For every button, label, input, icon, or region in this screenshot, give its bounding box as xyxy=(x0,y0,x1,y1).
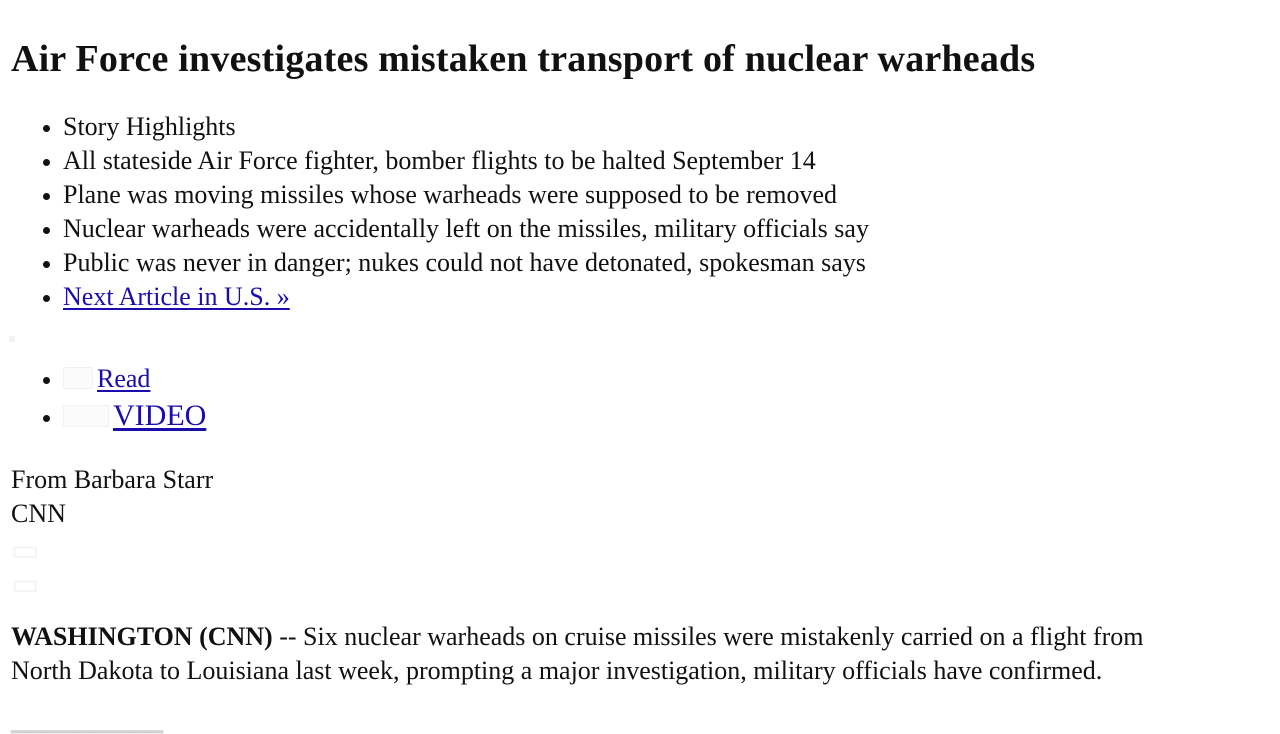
read-item xyxy=(63,362,206,396)
read-link[interactable]: Read xyxy=(97,364,151,393)
media-links-list xyxy=(0,362,206,436)
byline-source: CNN xyxy=(11,499,66,528)
byline-author: From Barbara Starr xyxy=(11,465,214,494)
article-lead-line-2: North Dakota to Louisiana last week, prompting a major investigation, military officials have confirmed. xyxy=(11,656,1103,685)
video-icon xyxy=(63,405,109,427)
highlights-heading: • Story Highlights xyxy=(63,110,869,144)
byline xyxy=(11,463,213,531)
next-article-item xyxy=(63,280,869,314)
placeholder-image xyxy=(9,336,15,342)
lead-text-1: Six nuclear warheads on cruise missiles were mistakenly carried on a flight from xyxy=(303,622,1144,651)
cut-off-text: ▁▁▁▁▁▁▁▁▁ xyxy=(11,708,164,733)
list-item: • Public was never in danger; nukes could not have detonated, spokesman says xyxy=(63,246,869,280)
dateline: WASHINGTON (CNN) xyxy=(11,622,273,651)
next-article-link[interactable]: Next Article in U.S. » xyxy=(63,282,290,311)
read-icon xyxy=(63,367,93,389)
article-body xyxy=(11,620,1273,688)
article-lead-line-1 xyxy=(11,620,1273,654)
faint-artifact: ▭ ▭ xyxy=(11,534,40,601)
page-title: Air Force investigates mistaken transport of nuclear warheads xyxy=(11,38,1036,80)
dateline-separator: -- xyxy=(272,622,304,651)
video-item xyxy=(63,396,206,436)
list-item: • All stateside Air Force fighter, bomber flights to be halted September 14 xyxy=(63,144,869,178)
list-item: • Plane was moving missiles whose warheads were supposed to be removed xyxy=(63,178,869,212)
story-highlights-list xyxy=(0,110,869,314)
list-item: • Nuclear warheads were accidentally left on the missiles, military officials say xyxy=(63,212,869,246)
video-link[interactable]: VIDEO xyxy=(113,399,207,432)
